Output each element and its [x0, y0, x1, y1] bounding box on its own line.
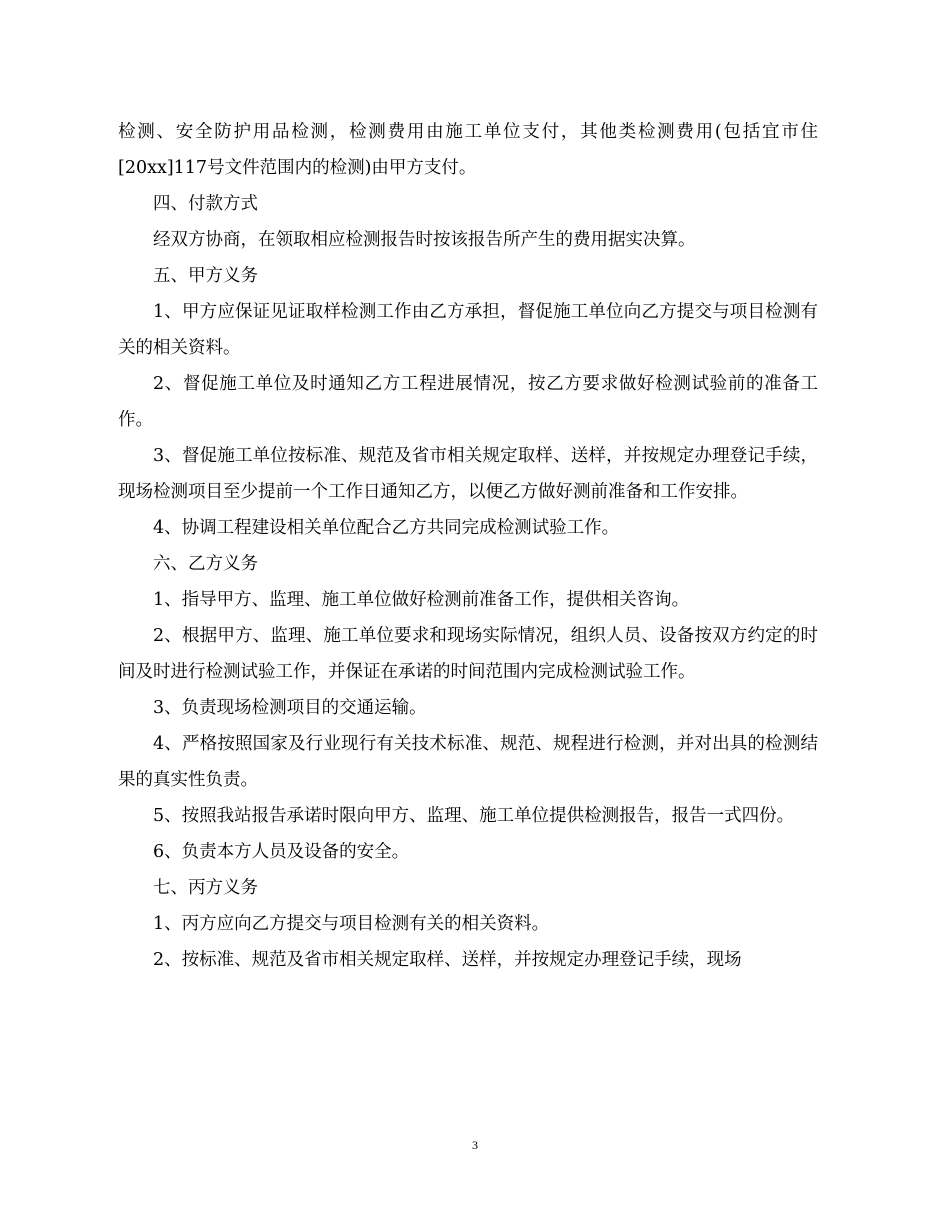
page-number: 3 [472, 1138, 478, 1152]
paragraph: 6、负责本方人员及设备的安全。 [153, 842, 410, 862]
paragraph: 5、按照我站报告承诺时限向甲方、监理、施工单位提供检测报告，报告一式四份。 [153, 806, 795, 826]
paragraph: 2、按标准、规范及省市相关规定取样、送样，并按规定办理登记手续，现场 [153, 950, 742, 970]
section-heading-party-a: 五、甲方义务 [153, 266, 258, 286]
paragraph: 1、丙方应向乙方提交与项目检测有关的相关资料。 [153, 914, 550, 934]
paragraph: 2、督促施工单位及时通知乙方工程进展情况，按乙方要求做好检测试验前的准备工作。 [118, 374, 818, 430]
paragraph: 1、甲方应保证见证取样检测工作由乙方承担，督促施工单位向乙方提交与项目检测有关的相关资料。 [118, 302, 818, 358]
section-heading-party-c: 七、丙方义务 [153, 878, 258, 898]
paragraph-continuation: 检测、安全防护用品检测，检测费用由施工单位支付，其他类检测费用(包括宜市住[20xx]117号文件范围内的检测)由甲方支付。 [118, 122, 818, 178]
paragraph: 经双方协商，在领取相应检测报告时按该报告所产生的费用据实决算。 [153, 230, 696, 250]
paragraph: 4、严格按照国家及行业现行有关技术标准、规范、规程进行检测，并对出具的检测结果的真实性负责。 [118, 734, 818, 790]
paragraph: 3、负责现场检测项目的交通运输。 [153, 698, 427, 718]
paragraph: 1、指导甲方、监理、施工单位做好检测前准备工作，提供相关咨询。 [153, 590, 690, 610]
paragraph: 2、根据甲方、监理、施工单位要求和现场实际情况，组织人员、设备按双方约定的时间及时进行检测试验工作，并保证在承诺的时间范围内完成检测试验工作。 [118, 626, 818, 682]
paragraph: 3、督促施工单位按标准、规范及省市相关规定取样、送样，并按规定办理登记手续，现场检测项目至少提前一个工作日通知乙方，以便乙方做好测前准备和工作安排。 [118, 446, 818, 502]
paragraph: 4、协调工程建设相关单位配合乙方共同完成检测试验工作。 [153, 518, 620, 538]
section-heading-party-b: 六、乙方义务 [153, 554, 258, 574]
document-body [118, 114, 818, 978]
section-heading-payment: 四、付款方式 [153, 194, 258, 214]
